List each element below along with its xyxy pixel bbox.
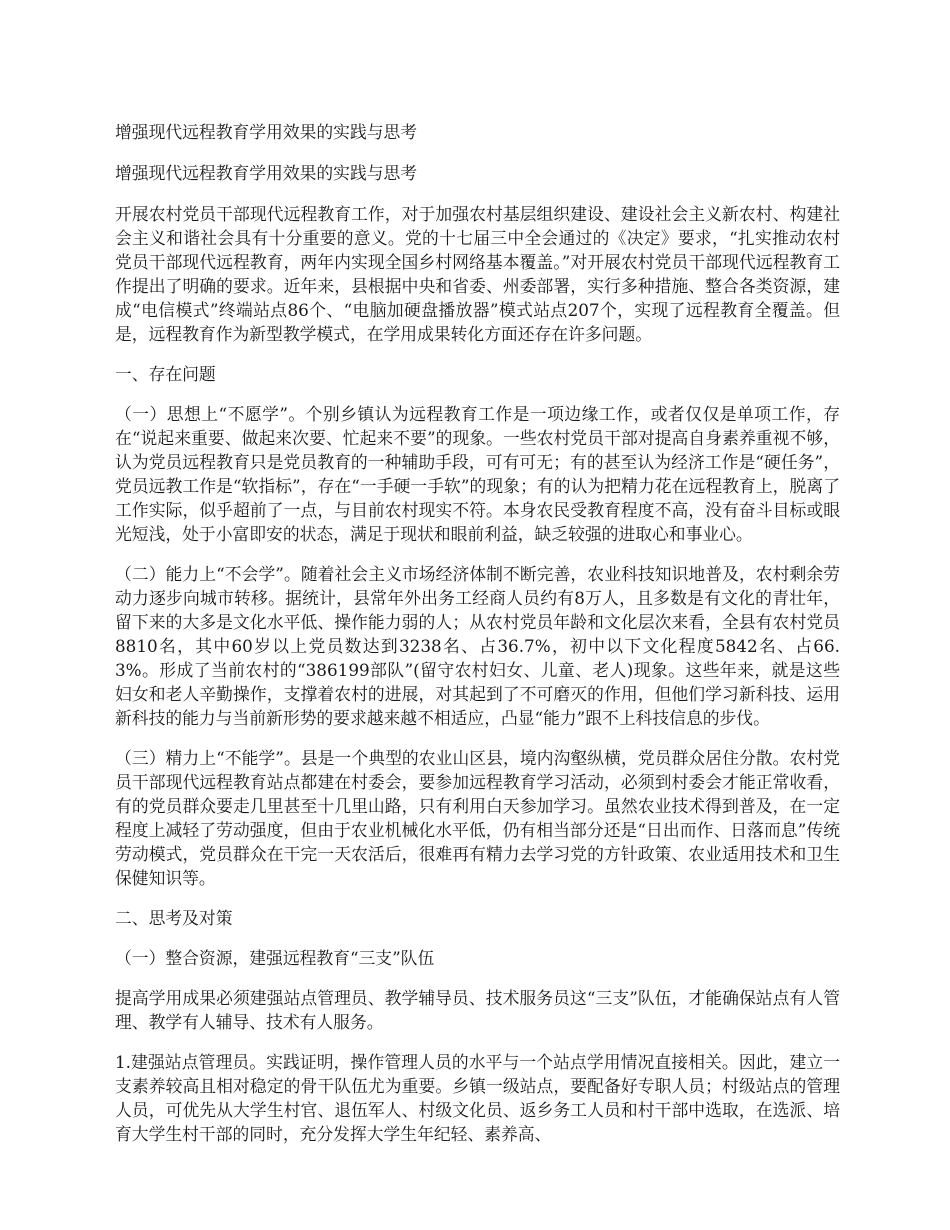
document-page xyxy=(115,120,840,1162)
section-heading-problems: 一、存在问题 xyxy=(115,364,216,384)
document-title: 增强现代远程教育学用效果的实践与思考 xyxy=(115,122,418,142)
paragraph-problem-2: （二）能力上“不会学”。随着社会主义市场经济体制不断完善，农业科技知识地普及，农村剩余劳动力逐步向城市转移。据统计，县常年外出务工经商人员约有8万人，且多数是有文化的青壮年，留下来的大多是文化水平低、操作能力弱的人；从农村党员年龄和文化层次来看，全县有农村党员8810名，其中60岁以上党员数达到3238名、占36.7%，初中以下文化程度5842名、占66.3%。形成了当前农村的“386199部队”(留守农村妇女、儿童、老人)现象。这些年来，就是这些妇女和老人辛勤操作，支撑着农村的进展，对其起到了不可磨灭的作用，但他们学习新科技、运用新科技的能力与当前新形势的要求越来越不相适应，凸显“能力”跟不上科技信息的步伐。 xyxy=(115,564,840,728)
paragraph-intro: 开展农村党员干部现代远程教育工作，对于加强农村基层组织建设、建设社会主义新农村、构建社会主义和谐社会具有十分重要的意义。党的十七届三中全会通过的《决定》要求，“扎实推动农村党员干部现代远程教育，两年内实现全国乡村网络基本覆盖。”对开展农村党员干部现代远程教育工作提出了明确的要求。近年来，县根据中央和省委、州委部署，实行多种措施、整合各类资源，建成“电信模式”终端站点86个、“电脑加硬盘播放器”模式站点207个，实现了远程教育全覆盖。但是，远程教育作为新型教学模式，在学用成果转化方面还存在许多问题。 xyxy=(115,204,840,344)
paragraph-problem-3: （三）精力上“不能学”。县是一个典型的农业山区县，境内沟壑纵横，党员群众居住分散。农村党员干部现代远程教育站点都建在村委会，要参加远程教育学习活动，必须到村委会才能正常收看，有的党员群众要走几里甚至十几里山路，只有利用白天参加学习。虽然农业技术得到普及，在一定程度上减轻了劳动强度，但由于农业机械化水平低，仍有相当部分还是“日出而作、日落而息”传统劳动模式，党员群众在干完一天农活后，很难再有精力去学习党的方针政策、农业适用技术和卫生保健知识等。 xyxy=(115,748,840,888)
section-heading-countermeasures: 二、思考及对策 xyxy=(115,908,233,928)
paragraph-countermeasure-1: 1.建强站点管理员。实践证明，操作管理人员的水平与一个站点学用情况直接相关。因此，建立一支素养较高且相对稳定的骨干队伍尤为重要。乡镇一级站点，要配备好专职人员；村级站点的管理人员，可优先从大学生村官、退伍军人、村级文化员、返乡务工人员和村干部中选取，在选派、培育大学生村干部的同时，充分发挥大学生年纪轻、素养高、 xyxy=(115,1052,840,1144)
subsection-heading-1: （一）整合资源，建强远程教育“三支”队伍 xyxy=(115,948,435,968)
paragraph-countermeasure-intro: 提高学用成果必须建强站点管理员、教学辅导员、技术服务员这“三支”队伍，才能确保站点有人管理、教学有人辅导、技术有人服务。 xyxy=(115,988,840,1032)
paragraph-problem-1: （一）思想上“不愿学”。个别乡镇认为远程教育工作是一项边缘工作，或者仅仅是单项工作，存在“说起来重要、做起来次要、忙起来不要”的现象。一些农村党员干部对提高自身素养重视不够，认为党员远程教育只是党员教育的一种辅助手段，可有可无；有的甚至认为经济工作是“硬任务”，党员远教工作是“软指标”，存在“一手硬一手软”的现象；有的认为把精力花在远程教育上，脱离了工作实际，似乎超前了一点，与目前农村现实不符。本身农民受教育程度不高，没有奋斗目标或眼光短浅，处于小富即安的状态，满足于现状和眼前利益，缺乏较强的进取心和事业心。 xyxy=(115,404,840,544)
document-subtitle: 增强现代远程教育学用效果的实践与思考 xyxy=(115,163,418,183)
